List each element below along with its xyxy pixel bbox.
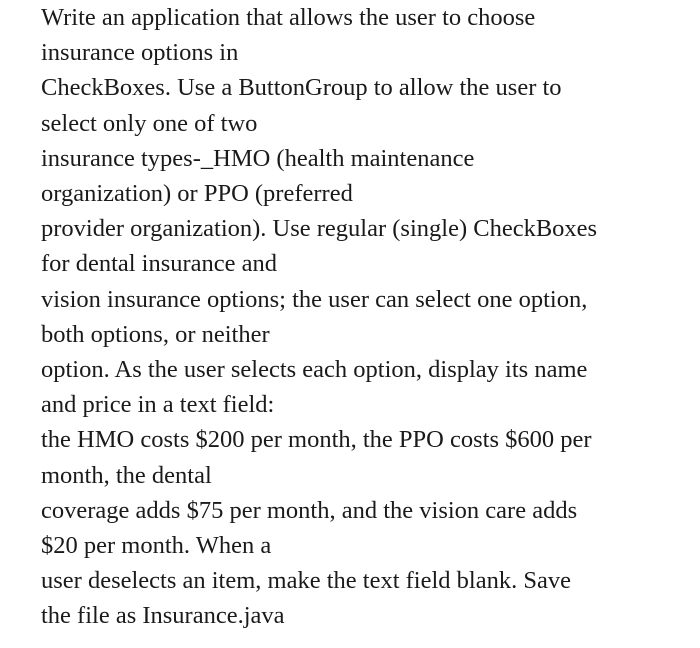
text-line-6: organization) or PPO (preferred xyxy=(41,180,353,208)
text-line-14: month, the dental xyxy=(41,461,212,489)
text-line-17: user deselects an item, make the text field blank. Save xyxy=(41,567,571,595)
text-line-2: insurance options in xyxy=(41,39,239,67)
text-line-8: for dental insurance and xyxy=(41,250,278,278)
text-line-11: option. As the user selects each option, display its name xyxy=(41,356,588,384)
text-line-12: and price in a text field: xyxy=(41,391,275,419)
text-line-15: coverage adds $75 per month, and the vision care adds xyxy=(41,496,578,524)
text-line-18: the file as Insurance.java xyxy=(41,602,285,630)
text-line-10: both options, or neither xyxy=(41,320,270,348)
text-line-1: Write an application that allows the user to choose xyxy=(41,4,536,31)
text-line-9: vision insurance options; the user can select one option, xyxy=(41,285,588,313)
assignment-text xyxy=(41,0,696,634)
text-line-16: $20 per month. When a xyxy=(41,532,272,560)
text-line-7: provider organization). Use regular (single) CheckBoxes xyxy=(41,215,598,243)
text-line-3: CheckBoxes. Use a ButtonGroup to allow the user to xyxy=(41,74,562,102)
text-line-5: insurance types-_HMO (health maintenance xyxy=(41,144,475,172)
text-line-4: select only one of two xyxy=(41,109,258,137)
text-line-13: the HMO costs $200 per month, the PPO costs $600 per xyxy=(41,426,592,454)
